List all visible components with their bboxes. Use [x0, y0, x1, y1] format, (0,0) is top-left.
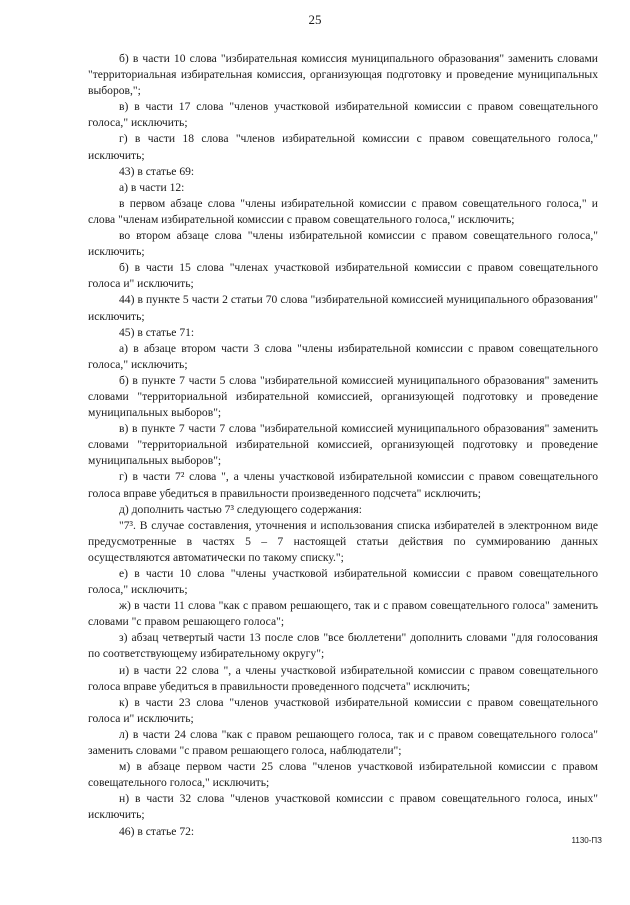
- paragraph: 43) в статье 69:: [119, 164, 195, 178]
- paragraph: к) в части 23 слова "членов участковой избирательной комиссии с правом совещательного голоса и" исключить;: [88, 695, 598, 725]
- paragraph: л) в части 24 слова "как с правом решающего голоса, так и с правом совещательного голоса" заменить словами "с правом решающего голоса, наблюдатели";: [88, 727, 598, 758]
- page-number: 25: [308, 12, 322, 27]
- paragraph: "7³. В случае составления, уточнения и использования списка избирателей в электронном виде предусмотренные в частях 5 – 7 настоящей статьи действия по суммированию данных осуществляются автоматически по такому списку.";: [88, 518, 598, 564]
- paragraph: в первом абзаце слова "члены избирательной комиссии с правом совещательного голоса," и слова "членам избирательной комиссии с правом совещательного голоса," исключить;: [88, 196, 598, 226]
- paragraph: б) в пункте 7 части 5 слова "избирательной комиссией муниципального образования" заменить словами "территориальной избирательной комиссией, организующей подготовку и проведение муниципальных выборов";: [88, 373, 598, 420]
- document-code: 1130-ПЗ: [571, 836, 602, 845]
- paragraph: а) в абзаце втором части 3 слова "члены избирательной комиссии с правом совещательного голоса," исключить;: [88, 341, 598, 371]
- paragraph: во втором абзаце слова "члены избирательной комиссии с правом совещательного голоса," исключить;: [88, 229, 598, 259]
- paragraph: г) в части 18 слова "членов избирательной комиссии с правом совещательного голоса," исключить;: [88, 132, 598, 162]
- paragraph: а) в части 12:: [119, 180, 185, 194]
- paragraph: и) в части 22 слова ", а члены участковой избирательной комиссии с правом совещательного голоса вправе убедиться в правильности проведенного подсчета" исключить;: [88, 663, 598, 693]
- paragraph: д) дополнить частью 7³ следующего содержания:: [119, 502, 362, 516]
- paragraph: в) в части 17 слова "членов участковой избирательной комиссии с правом совещательного голоса," исключить;: [88, 100, 598, 130]
- paragraph: 46) в статье 72:: [119, 824, 195, 838]
- paragraph: ж) в части 11 слова "как с правом решающего, так и с правом совещательного голоса" заменить словами "с правом решающего голоса";: [88, 599, 598, 629]
- paragraph: 44) в пункте 5 части 2 статьи 70 слова "избирательной комиссией муниципального образования" исключить;: [88, 293, 598, 323]
- paragraph: з) абзац четвертый части 13 после слов "все бюллетени" дополнить словами "для голосования по соответствующему избирательному округу";: [88, 631, 598, 661]
- paragraph: м) в абзаце первом части 25 слова "членов участковой избирательной комиссии с правом совещательного голоса," исключить;: [88, 760, 598, 790]
- paragraph: н) в части 32 слова "членов участковой комиссии с правом совещательного голоса, иных" исключить;: [88, 792, 598, 822]
- paragraph: е) в части 10 слова "члены участковой избирательной комиссии с правом совещательного голоса," исключить;: [88, 567, 598, 597]
- paragraph: г) в части 7² слова ", а члены участковой избирательной комиссии с правом совещательного голоса вправе убедиться в правильности произведенного подсчета" исключить;: [88, 470, 598, 500]
- document-body: [88, 51, 598, 840]
- paragraph: в) в пункте 7 части 7 слова "избирательной комиссией муниципального образования" заменить словами "территориальной избирательной комиссией, организующей подготовку и проведение муниципальных выборов";: [88, 422, 598, 468]
- paragraph: б) в части 10 слова "избирательная комиссия муниципального образования" заменить словами "территориальная избирательная комиссия, организующая подготовку и проведение муниципальных выборов,";: [88, 52, 598, 98]
- paragraph: 45) в статье 71:: [119, 325, 195, 339]
- paragraph: б) в части 15 слова "членах участковой избирательной комиссии с правом совещательного голоса и" исключить;: [88, 261, 598, 291]
